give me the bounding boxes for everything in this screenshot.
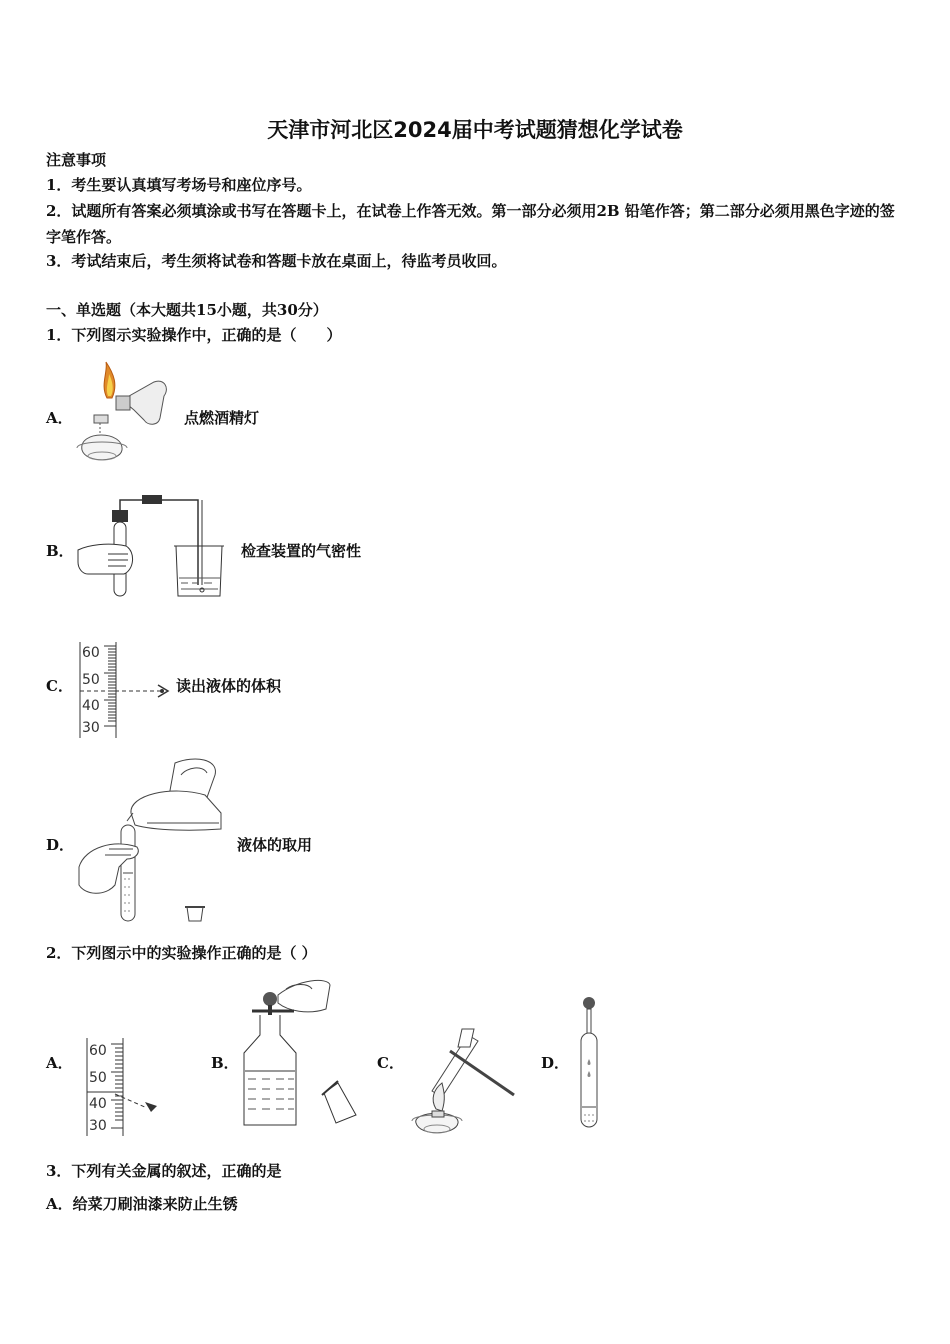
notice-item-2: 2．试题所有答案必须填涂或书写在答题卡上，在试卷上作答无效。第一部分必须用2B 铅笔作答；第二部分必须用黑色字迹的签字笔作答。 — [46, 202, 895, 246]
graduated-cylinder-reading-icon — [78, 640, 173, 740]
notice-heading: 注意事项 — [46, 151, 107, 169]
dropper-into-bottle-icon — [238, 975, 363, 1130]
q2-tick-60: 60 — [89, 1043, 107, 1059]
airtightness-check-icon — [78, 490, 228, 602]
alcohol-lamp-lighting-icon — [72, 360, 172, 470]
section-heading: 一、单选题（本大题共15小题，共30分） — [46, 301, 328, 319]
q1-option-d-label[interactable]: D． — [46, 836, 75, 854]
q1-tick-30: 30 — [82, 720, 100, 736]
q1-option-b-label[interactable]: B． — [46, 542, 74, 560]
q1-tick-50: 50 — [82, 672, 100, 688]
q1-option-a-label[interactable]: A． — [46, 409, 73, 427]
dropper-into-test-tube-icon — [572, 995, 608, 1133]
q2-option-b-label[interactable]: B． — [211, 1054, 239, 1072]
q3-option-a[interactable]: A．给菜刀刷油漆来防止生锈 — [46, 1195, 238, 1213]
q1-option-d-text: 液体的取用 — [237, 836, 313, 854]
q2-tick-30: 30 — [89, 1118, 107, 1134]
q1-tick-40: 40 — [82, 698, 100, 714]
pouring-liquid-icon — [75, 755, 225, 925]
q2-option-a-label[interactable]: A． — [46, 1054, 73, 1072]
q1-option-b-text: 检查装置的气密性 — [241, 542, 362, 560]
heating-test-tube-icon — [406, 1025, 521, 1140]
cylinder-reading-from-below-icon — [85, 1036, 175, 1138]
question-3-stem: 3．下列有关金属的叙述，正确的是 — [46, 1162, 282, 1180]
q1-tick-60: 60 — [82, 645, 100, 661]
page-title: 天津市河北区2024届中考试题猜想化学试卷 — [267, 118, 683, 142]
q1-option-c-text: 读出液体的体积 — [176, 677, 282, 695]
question-1-stem: 1．下列图示实验操作中，正确的是（ ） — [46, 326, 342, 344]
q2-option-c-label[interactable]: C． — [377, 1054, 404, 1072]
question-2-stem: 2．下列图示中的实验操作正确的是（ ） — [46, 944, 317, 962]
notice-item-1: 1．考生要认真填写考场号和座位序号。 — [46, 176, 312, 194]
notice-item-3: 3．考试结束后，考生须将试卷和答题卡放在桌面上，待监考员收回。 — [46, 252, 507, 270]
q1-option-c-label[interactable]: C． — [46, 677, 73, 695]
q2-tick-40: 40 — [89, 1096, 107, 1112]
q2-option-d-label[interactable]: D． — [541, 1054, 570, 1072]
q1-option-a-text: 点燃酒精灯 — [184, 409, 260, 427]
q2-tick-50: 50 — [89, 1070, 107, 1086]
